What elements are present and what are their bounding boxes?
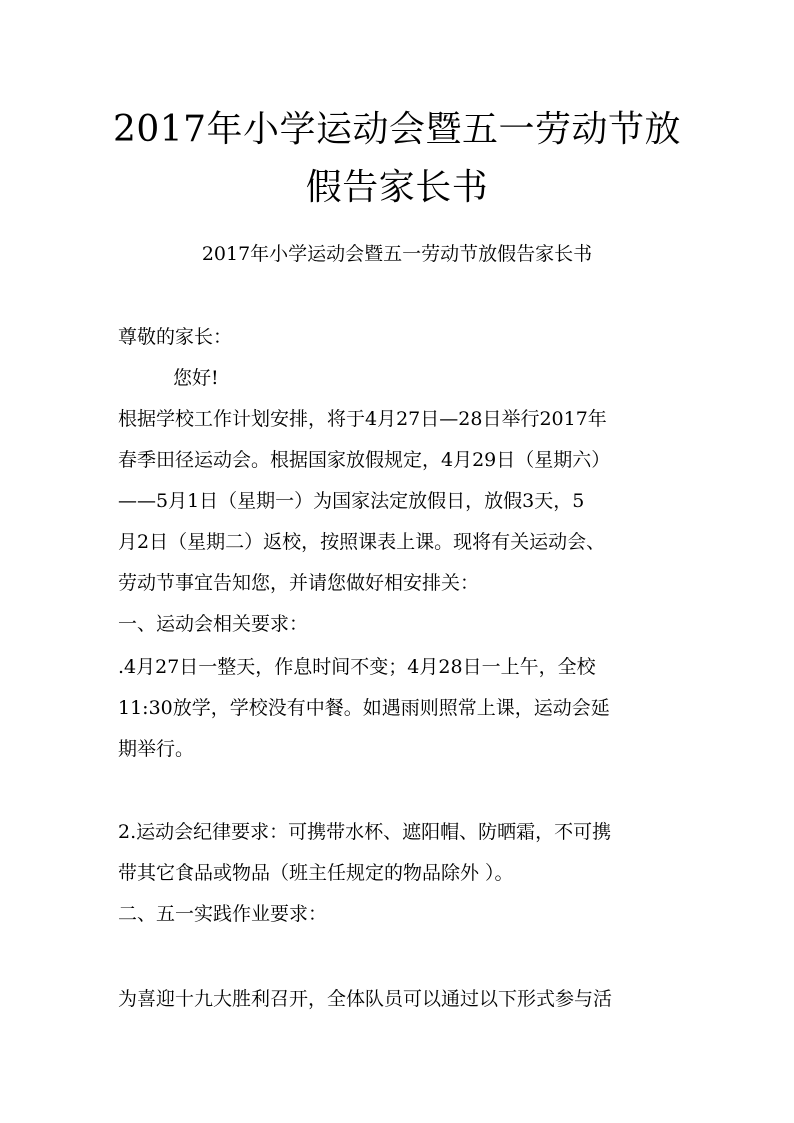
- section1-heading: 一、运动会相关要求：: [118, 613, 309, 635]
- document-title-line-2: 假告家长书: [305, 167, 489, 208]
- item1-line-2: 11:30放学，学校没有中餐。如遇雨则照常上课，运动会延: [118, 697, 610, 719]
- greeting: 您好!: [173, 367, 219, 389]
- paragraph-last-line: 为喜迎十九大胜利召开，全体队员可以通过以下形式参与活: [118, 988, 613, 1010]
- paragraph1-line-1: 根据学校工作计划安排，将于4月27日—28日举行2017年: [118, 408, 607, 430]
- document-subtitle: 2017年小学运动会暨五一劳动节放假告家长书: [201, 243, 593, 265]
- section2-heading: 二、五一实践作业要求：: [118, 903, 328, 925]
- paragraph1-line-3: ——5月1日（星期一）为国家法定放假日，放假3天，5: [118, 490, 585, 512]
- paragraph1-line-2: 春季田径运动会。根据国家放假规定，4月29日（星期六）: [118, 449, 611, 471]
- paragraph1-line-5: 劳动节事宜告知您，并请您做好相安排关：: [118, 572, 480, 594]
- document-title-line-1: 2017年小学运动会暨五一劳动节放: [112, 109, 682, 150]
- item1-line-1: .4月27日一整天，作息时间不变；4月28日一上午，全校: [118, 656, 596, 678]
- salutation: 尊敬的家长：: [118, 326, 233, 348]
- paragraph1-line-4: 月2日（星期二）返校，按照课表上课。现将有关运动会、: [118, 531, 606, 553]
- item2-line-1: 2.运动会纪律要求：可携带水杯、遮阳帽、防晒霜，不可携: [118, 821, 612, 843]
- item1-line-3: 期举行。: [118, 738, 195, 760]
- item2-line-2: 带其它食品或物品（班主任规定的物品除外 ）。: [118, 862, 514, 884]
